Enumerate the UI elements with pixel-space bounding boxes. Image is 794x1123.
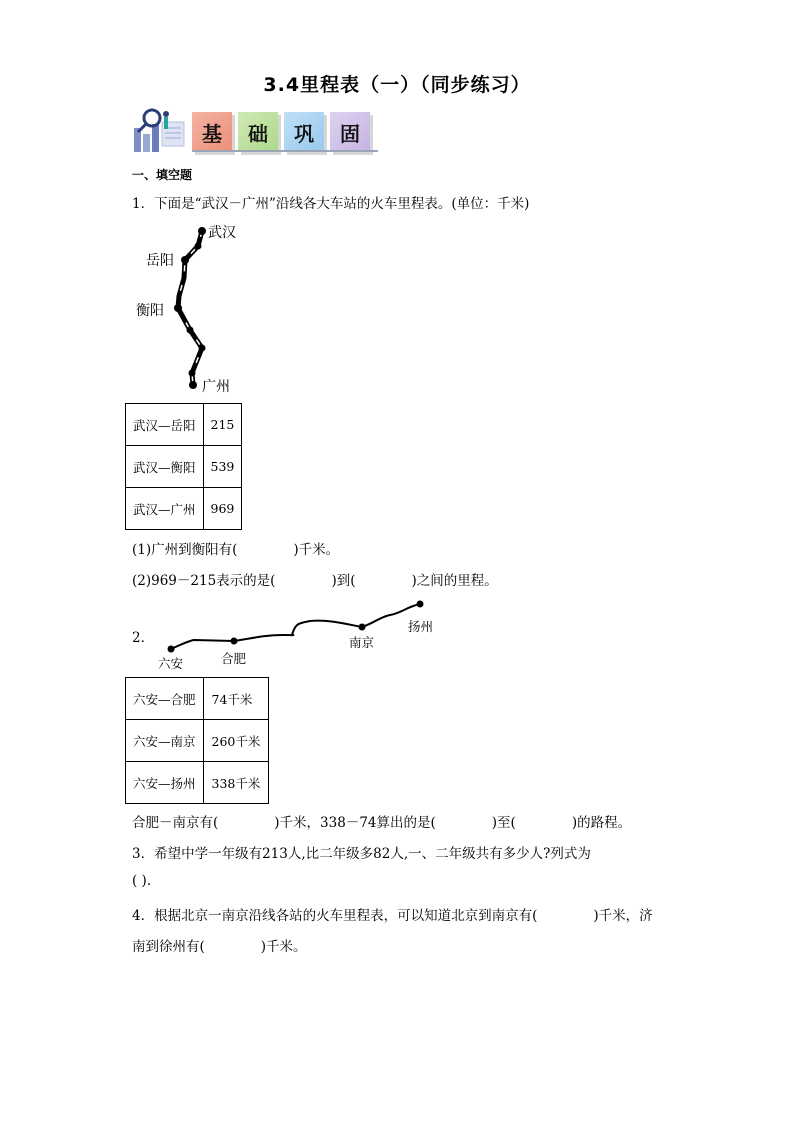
q2-text: 合肥－南京有( <box>132 815 219 831</box>
magnifier-chart-icon <box>132 106 188 156</box>
banner-tile-ji: 基 <box>192 112 232 152</box>
label-wuhan: 武汉 <box>208 225 236 241</box>
q1-intro: 1．下面是“武汉－广州”沿线各大车站的火车里程表。(单位：千米) <box>132 196 530 212</box>
q3-line1: 3．希望中学一年级有213人,比二年级多82人,一、二年级共有多少人?列式为 <box>132 846 591 862</box>
label-guangzhou: 广州 <box>202 379 230 395</box>
section-heading: 一、填空题 <box>132 168 193 182</box>
q4-text: 4．根据北京一南京沿线各站的火车里程表，可以知道北京到南京有( <box>132 908 538 924</box>
q1-railway-map <box>130 218 260 398</box>
label-nanjing: 南京 <box>349 635 375 650</box>
table-cell-value: 539 <box>203 446 242 488</box>
q1-sub1-text: )千米。 <box>293 542 340 558</box>
station-dot <box>187 327 194 334</box>
q1-sub2-text: (2)969－215表示的是( <box>132 573 276 589</box>
banner-tile-gu: 固 <box>330 112 370 152</box>
station-yueyang <box>181 256 189 264</box>
station-hengyang <box>174 304 182 312</box>
table-row <box>126 446 242 488</box>
table-row <box>126 762 269 804</box>
table-cell-value: 215 <box>203 404 242 446</box>
q4-text: 南到徐州有( <box>132 939 205 955</box>
label-yueyang: 岳阳 <box>146 253 174 269</box>
q1-sub2 <box>132 569 498 589</box>
table-cell-value: 338千米 <box>203 762 269 804</box>
table-cell-route: 武汉—广州 <box>126 488 204 530</box>
q4-text: )千米，济 <box>593 908 653 924</box>
q1-sub1-text: (1)广州到衡阳有( <box>132 542 238 558</box>
station-dot <box>189 370 196 377</box>
q4-line2 <box>132 935 307 955</box>
station-hefei <box>231 638 238 645</box>
q3-answer-blank[interactable]: ( ). <box>132 873 152 889</box>
table-cell-route: 武汉—岳阳 <box>126 404 204 446</box>
station-yangzhou <box>417 601 424 608</box>
station-dot <box>195 243 202 250</box>
q2-text: )至( <box>491 815 516 831</box>
station-dot <box>199 345 206 352</box>
table-row <box>126 404 242 446</box>
table-cell-value: 260千米 <box>203 720 269 762</box>
table-cell-route: 武汉—衡阳 <box>126 446 204 488</box>
banner-tile-gong: 巩 <box>284 112 324 152</box>
q1-sub1 <box>132 538 339 558</box>
table-cell-route: 六安—南京 <box>126 720 204 762</box>
page-title: 3.4里程表（一）（同步练习） <box>263 74 531 96</box>
q4-text: )千米。 <box>260 939 307 955</box>
q1-sub2-text: )之间的里程。 <box>411 573 498 589</box>
table-row <box>126 678 269 720</box>
section-banner <box>132 106 382 156</box>
table-cell-route: 六安—合肥 <box>126 678 204 720</box>
q1-mileage-table <box>125 403 242 530</box>
table-cell-value: 969 <box>203 488 242 530</box>
q4-line1 <box>132 904 653 924</box>
label-hefei: 合肥 <box>221 651 247 666</box>
table-row <box>126 488 242 530</box>
station-luan <box>168 646 175 653</box>
q2-text: )千米，338－74算出的是( <box>274 815 436 831</box>
label-luan: 六安 <box>158 656 184 671</box>
q2-question <box>132 811 631 831</box>
table-cell-value: 74千米 <box>203 678 269 720</box>
station-wuhan <box>198 227 206 235</box>
q2-text: )的路程。 <box>571 815 632 831</box>
label-yangzhou: 扬州 <box>408 619 434 634</box>
q2-number: 2． <box>132 630 155 646</box>
q2-route-map <box>150 595 450 673</box>
label-hengyang: 衡阳 <box>136 303 164 319</box>
banner-underline <box>192 150 378 152</box>
table-cell-route: 六安—扬州 <box>126 762 204 804</box>
table-row <box>126 720 269 762</box>
q2-mileage-table <box>125 677 269 804</box>
q1-sub2-text: )到( <box>331 573 356 589</box>
station-nanjing <box>359 624 366 631</box>
station-guangzhou <box>189 381 197 389</box>
banner-tile-chu: 础 <box>238 112 278 152</box>
